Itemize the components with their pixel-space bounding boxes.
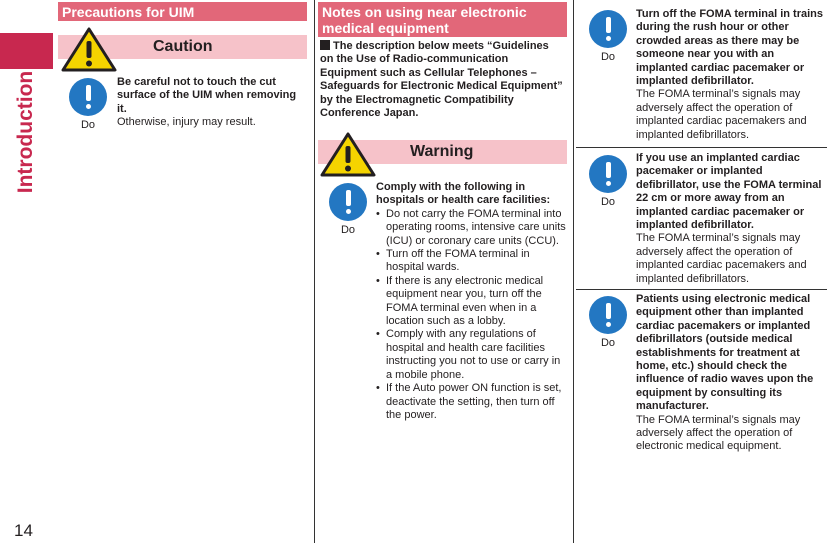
page-number: 14: [14, 521, 33, 540]
section-header-medical: Notes on using near electronic medical equipment: [318, 2, 567, 37]
uim-caution-text: Be careful not to touch the cut surface of the UIM when removing it. Otherwise, injury may result.: [117, 76, 297, 129]
section-label: Introduction: [14, 70, 37, 194]
warning-icon: [320, 131, 376, 177]
list-item: • Do not carry the FOMA terminal into operating rooms, intensive care units (ICU) or coronary care units (CCU).: [376, 208, 566, 248]
caution-icon: [61, 26, 117, 72]
section-tab: [0, 33, 53, 69]
hospital-warning-text: Comply with the following in hospitals or health care facilities: • Do not carry the FOMA terminal into operating rooms, intensive care units (ICU) or coronary care units (CCU). • Turn off the FOMA terminal in hospital wards. • If there is any electronic medical equipment near you, turn off the FOMA terminal even when in a location such as a lobby. • Comply with any regulations of hospital and health care facilities instructing you not to use or carry in a mobile phone. • If the Auto power ON function is set, deactivate the setting, then turn off the power.: [376, 181, 566, 422]
warning-item-medical-equipment: Patients using electronic medical equipment other than implanted cardiac pacemakers or implanted defibrillators (outside medical establishments for treatment at home, etc.) should check the influence of radio waves upon the equipment by consulting its manufacturer. The FOMA terminal’s signals may adversely affect the operation of electronic medical equipment.: [636, 293, 814, 453]
list-item: • If the Auto power ON function is set, deactivate the setting, then turn off the power.: [376, 382, 566, 422]
do-icon: Do: [327, 183, 369, 236]
intro-paragraph: The description below meets “Guidelines on the Use of Radio-communication Equipment such as Cellular Telephones – Safeguards for Electronic Medical Equipment” by the Electromagnetic Compatibility Conference Japan.: [320, 40, 563, 120]
do-icon: Do: [587, 10, 629, 63]
item-divider: [576, 289, 827, 290]
warning-item-pacemaker: If you use an implanted cardiac pacemaker or implanted defibrillator, use the FOMA terminal 22 cm or more away from an implanted cardiac pacemaker or implanted defibrillator. The FOMA terminal’s signals may adversely affect the operation of implanted cardiac pacemakers and implanted defibrillators.: [636, 152, 822, 285]
list-item: • Turn off the FOMA terminal in hospital wards.: [376, 248, 566, 275]
list-item: • If there is any electronic medical equipment near you, turn off the FOMA terminal even when in a location such as a lobby.: [376, 275, 566, 329]
do-icon: Do: [587, 155, 629, 208]
section-header-uim: Precautions for UIM: [58, 2, 307, 21]
column-divider: [314, 0, 315, 543]
warning-title: Warning: [410, 143, 474, 160]
square-bullet-icon: [320, 40, 330, 50]
item-divider: [576, 147, 827, 148]
list-item: • Comply with any regulations of hospital and health care facilities instructing you not to use or carry in a mobile phone.: [376, 328, 566, 382]
column-divider: [573, 0, 574, 543]
warning-item-trains: Turn off the FOMA terminal in trains during the rush hour or other crowded areas as there may be someone near you with an implanted cardiac pacemaker or implanted defibrillator. The FOMA terminal’s signals may adversely affect the operation of implanted cardiac pacemakers and implanted defibrillators.: [636, 8, 823, 141]
do-icon: Do: [67, 78, 109, 131]
caution-title: Caution: [153, 38, 213, 55]
do-icon: Do: [587, 296, 629, 349]
